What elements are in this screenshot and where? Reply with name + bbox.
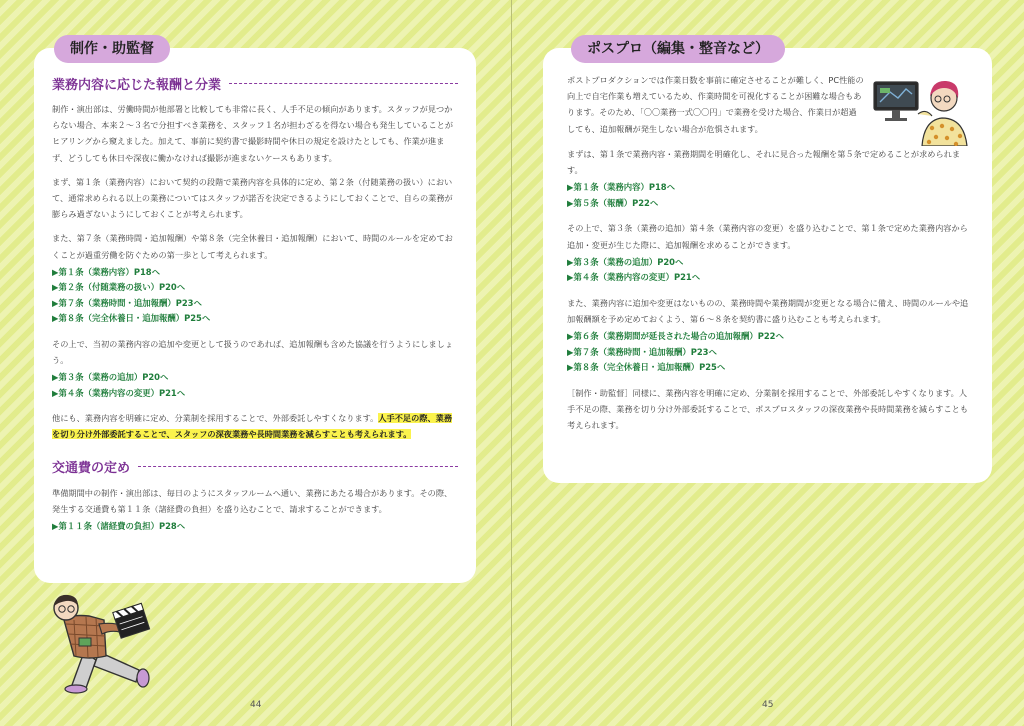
article-link[interactable]: ▶第１条（業務内容）P18へ — [567, 182, 675, 193]
paragraph: その上で、第３条（業務の追加）第４条（業務内容の変更）を盛り込むことで、第１条で定めた業務内容から追加・変更が生じた際に、追加報酬を求めることができます。 — [567, 223, 968, 250]
paragraph: ポストプロダクションでは作業日数を事前に確定させることが難しく、PC性能の向上で自宅作業も増えているため、作業時間を可視化することが困難な場合もあります。そのため、「〇〇業務一式〇〇円」で業務を受けた場合、作業日が超過しても、追加報酬が発生しない場合が危惧されます。 — [567, 75, 864, 134]
paragraph: 準備期間中の制作・演出部は、毎日のようにスタッフルームへ通い、業務にあたる場合があります。その際、発生する交通費も第１１条（諸経費の負担）を盛り込むことで、請求することができます。 — [52, 487, 453, 514]
right-page-tab: ポスプロ（編集・整音など） — [571, 35, 785, 63]
book-spine — [511, 0, 512, 726]
paragraph: その上で、当初の業務内容の追加や変更として扱うのであれば、追加報酬も含めた協議を行うようにしましょう。 — [52, 338, 454, 366]
director-with-clapperboard-illustration — [44, 590, 164, 695]
paragraph-plain-text: 他にも、業務内容を明確に定め、分業制を採用することで、外部委託しやすくなります。 — [52, 413, 379, 424]
paragraph: 制作・演出部は、労働時間が他部署と比較しても非常に長く、人手不足の傾向があります。スタッフが見つからない場合、本来２〜３名で分担すべき業務を、スタッフ１名が担わざるを得ない場合も発生していることがヒアリングから窺えました。加えて、事前に契約書で撮影時間や休日の規定を設けたとしても、作業が進まず、どうしても休日や深夜に働かなければ撮影が進まないケースもあります。 — [52, 104, 454, 163]
dashed-rule — [138, 466, 458, 467]
paragraph: また、第７条（業務時間・追加報酬）や第８条（完全休養日・追加報酬）において、時間のルールを定めておくことが過重労働を防ぐための第一歩として考えられます。 — [52, 233, 453, 260]
section-title-compensation — [52, 73, 458, 93]
editor-at-monitor-illustration — [872, 74, 970, 146]
highlighted-text: 人手不足の際、業務を切り分け外部委託することで、スタッフの深夜業務や長時間業務を減らすことも考えられます。 — [52, 413, 453, 440]
article-link[interactable]: ▶第８条（完全休養日・追加報酬）P25へ — [52, 313, 211, 324]
link-list — [567, 180, 970, 211]
paragraph: まずは、第１条で業務内容・業務期間を明確化し、それに見合った報酬を第５条で定めることが求められます。 — [567, 149, 961, 176]
article-link[interactable]: ▶第６条（業務期間が延長された場合の追加報酬）P22へ — [567, 331, 784, 342]
section-title-text: 交通費の定め — [52, 461, 131, 477]
link-list — [52, 519, 458, 535]
article-link[interactable]: ▶第１１条（諸経費の負担）P28へ — [52, 521, 186, 532]
page-number-left: 44 — [250, 700, 262, 710]
article-link[interactable]: ▶第７条（業務時間・追加報酬）P23へ — [52, 297, 202, 308]
link-list — [52, 370, 458, 401]
right-page-card — [543, 41, 992, 483]
link-list — [52, 265, 458, 327]
article-link[interactable]: ▶第４条（業務内容の変更）P21へ — [567, 272, 701, 283]
article-link[interactable]: ▶第４条（業務内容の変更）P21へ — [52, 387, 186, 398]
link-list — [567, 255, 970, 286]
left-page-card — [34, 41, 476, 583]
article-link[interactable]: ▶第７条（業務時間・追加報酬）P23へ — [567, 346, 717, 357]
page-number-right: 45 — [762, 700, 774, 710]
section-title-travel-expenses — [52, 457, 458, 477]
article-link[interactable]: ▶第２条（付随業務の扱い）P20へ — [52, 282, 186, 293]
paragraph-with-highlight — [52, 410, 458, 442]
paragraph: まず、第１条（業務内容）において契約の段階で業務内容を具体的に定め、第２条（付随業務の扱い）において、通常求められる以上の業務についてはスタッフが諾否を決定できるようにしておくことで、自らの業務が膨らみ過ぎないようにしておくことが考えられます。 — [52, 176, 453, 220]
article-link[interactable]: ▶第５条（報酬）P22へ — [567, 197, 659, 208]
paragraph: また、業務内容に追加や変更はないものの、業務時間や業務期間が変更となる場合に備え、時間のルールや追加報酬額を予め定めておくよう、第６〜８条を契約書に盛り込むことも考えられます。 — [567, 297, 969, 325]
link-list — [567, 329, 970, 376]
left-page-tab: 制作・助監督 — [54, 35, 170, 63]
article-link[interactable]: ▶第８条（完全休養日・追加報酬）P25へ — [567, 362, 726, 373]
intro-block — [567, 72, 970, 146]
dashed-rule — [229, 83, 458, 84]
article-link[interactable]: ▶第１条（業務内容）P18へ — [52, 266, 160, 277]
section-title-text: 業務内容に応じた報酬と分業 — [52, 77, 222, 93]
article-link[interactable]: ▶第３条（業務の追加）P20へ — [567, 256, 684, 267]
article-link[interactable]: ▶第３条（業務の追加）P20へ — [52, 372, 169, 383]
paragraph: ［制作・助監督］同様に、業務内容を明確に定め、分業制を採用することで、外部委託しやすくなります。人手不足の際、業務を切り分け外部委託することで、ポスプロスタッフの深夜業務や長時間業務を減らすことも考えられます。 — [567, 387, 969, 431]
